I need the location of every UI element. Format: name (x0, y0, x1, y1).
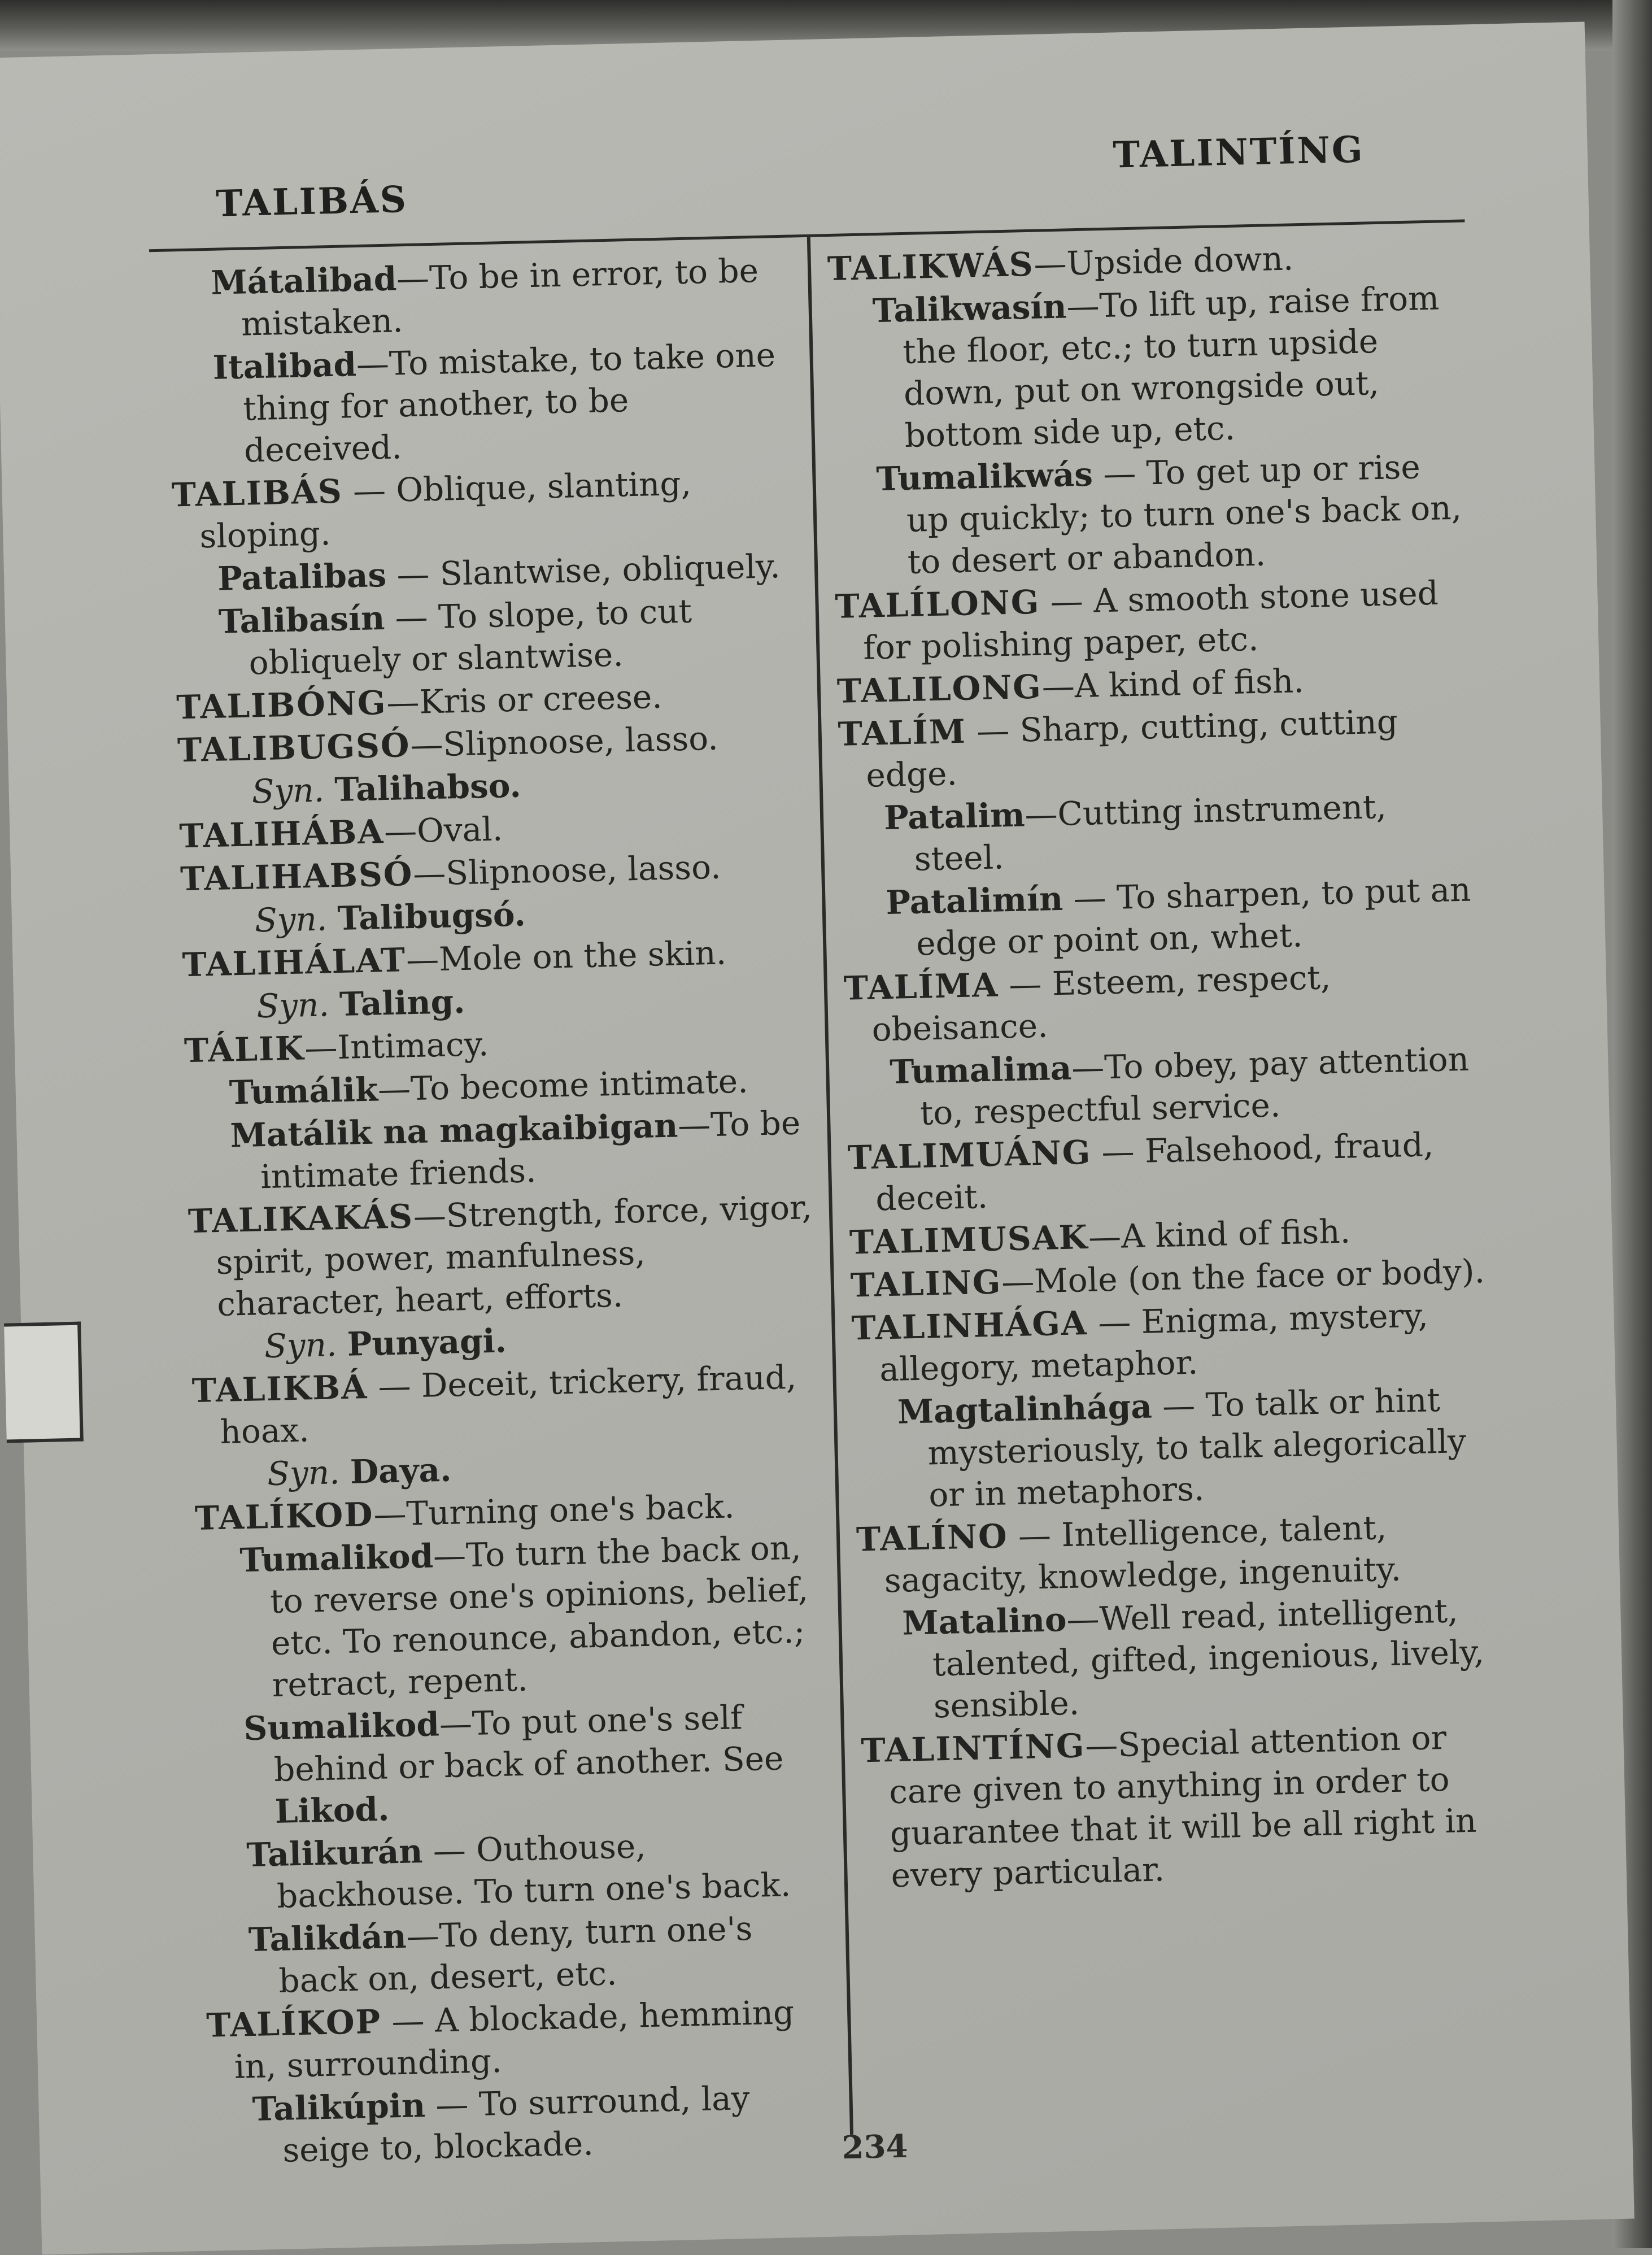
definition: — Enigma, mystery, allegory, metaphor. (879, 1296, 1429, 1389)
headword: TALIBÁS (171, 472, 343, 515)
dictionary-entry (191, 1356, 820, 1453)
definition: — Falsehood, fraud, deceit. (875, 1125, 1435, 1218)
definition: —To deny, turn one's back on, desert, etc. (278, 1909, 753, 2000)
dictionary-entry (167, 249, 795, 346)
synonym-label: Syn. (267, 1453, 341, 1494)
page-tab-marker (4, 1322, 84, 1443)
headword: TALIKAKÁS (188, 1197, 414, 1241)
dictionary-entry (856, 1504, 1496, 1603)
definition: —Mole on the skin. (406, 933, 727, 980)
subentry-word: Talikwasín (872, 287, 1067, 330)
definition: —Strength, force, vigor, spirit, power, manfulness, character, heart, efforts. (215, 1188, 813, 1324)
definition: —To be in error, to be mistaken. (241, 251, 759, 343)
headword: TALIKBÁ (191, 1368, 368, 1411)
subentry-word: Talikdán (248, 1917, 407, 1960)
definition: — To talk or hint mysteriously, to talk alegorically or in metaphors. (927, 1380, 1467, 1514)
definition: —Oval. (383, 809, 503, 851)
headword: TALINTÍNG (860, 1726, 1086, 1770)
dictionary-entry (195, 1526, 826, 1708)
definition: —Slipnoose, lasso. (412, 847, 722, 893)
dictionary-entry (202, 1821, 831, 1919)
headword: TÁLIK (184, 1029, 306, 1070)
dictionary-entry (838, 699, 1477, 797)
dictionary-entry (839, 783, 1479, 882)
subentry-word: Mátalibad (210, 259, 397, 302)
dictionary-entry (188, 1186, 817, 1326)
definition: —Cutting instrument, steel. (914, 787, 1387, 878)
subentry-word: Talikúpin (251, 2086, 426, 2128)
dictionary-entry (835, 571, 1475, 669)
headword: TALÍKOD (194, 1495, 374, 1538)
synonym-label: Syn. (251, 770, 325, 811)
subentry-word: Sumalikod (243, 1705, 440, 1748)
definition: —To mistake, to take one thing for another, to be deceived. (242, 336, 776, 470)
dictionary-entry (828, 276, 1470, 458)
definition: —To be intimate friends. (260, 1103, 801, 1196)
cross-reference: Likod. (274, 1790, 390, 1831)
dictionary-entry (206, 1991, 835, 2088)
subentry-word: Magtalinhága (897, 1387, 1153, 1431)
definition: —Well read, intelligent, talented, gifted, ingenious, lively, sensible. (932, 1591, 1485, 1726)
definition: —Special attention or care given to anything in order to guarantee that it will be all right in every particular. (888, 1718, 1477, 1895)
synonym-word: Talihabso. (334, 766, 522, 809)
headword: TALINHÁGA (851, 1304, 1088, 1348)
synonym-label: Syn. (264, 1325, 338, 1366)
dictionary-entry (861, 1716, 1502, 1897)
definition: — Outhouse, backhouse. To turn one's back. (276, 1827, 791, 1916)
dictionary-entry (853, 1378, 1494, 1518)
dictionary-entry (168, 333, 798, 473)
right-column (827, 233, 1502, 1898)
dictionary-entry (208, 2075, 836, 2173)
dictionary-entry (851, 1293, 1491, 1391)
subentry-word: Patalibas (217, 555, 387, 598)
definition: — A blockade, hemming in, surrounding. (234, 1993, 795, 2086)
definition: —Turning one's back. (373, 1487, 735, 1534)
headword: TALÍKOP (206, 2002, 382, 2045)
definition: —To put one's self behind or back of another. See (273, 1698, 784, 1789)
synonym-word: Daya. (350, 1450, 452, 1491)
headword: TALILONG (836, 667, 1043, 711)
definition: —To obey, pay attention to, respectful service. (919, 1039, 1470, 1133)
synonym-word: Punyagi. (347, 1321, 507, 1364)
subentry-word: Tumálik (229, 1070, 378, 1112)
definition: — Oblique, slanting, sloping. (199, 464, 692, 556)
dictionary-page (0, 22, 1634, 2255)
subentry-word: Tumalima (889, 1048, 1073, 1091)
synonym-label: Syn. (256, 985, 330, 1026)
definition: — To sharpen, to put an edge or point on, whet. (916, 870, 1472, 963)
dictionary-entry (174, 587, 803, 685)
dictionary-entry (204, 1906, 832, 2004)
headword: TALIMUÁNG (847, 1133, 1092, 1177)
dictionary-entry (186, 1102, 814, 1199)
subentry-word: Patalim (883, 795, 1026, 838)
subentry-word: Patalimín (885, 879, 1063, 922)
dictionary-entry (832, 445, 1473, 585)
definition: —To turn the back on, to reverse one's opinions, belief, etc. To renounce, abandon, etc.; retract, repent. (269, 1528, 809, 1704)
headword: TALIBUGSÓ (177, 726, 411, 770)
definition: — A smooth stone used for polishing paper, etc. (862, 573, 1439, 667)
headword: TALIHABSÓ (180, 854, 414, 899)
dictionary-entry (858, 1589, 1499, 1729)
definition: — Sharp, cutting, cutting edge. (865, 702, 1398, 795)
dictionary-entry (199, 1695, 829, 1834)
dictionary-entry (171, 460, 800, 558)
running-head-left: TALIBÁS (215, 178, 408, 225)
definition: —Kris or creese. (386, 677, 663, 722)
definition: —A kind of fish. (1041, 661, 1305, 706)
headword: TALÍNO (856, 1517, 1009, 1559)
headword: TALÍMA (843, 965, 999, 1008)
headword: TALIMUSAK (849, 1218, 1089, 1262)
headword: TALIHÁLAT (181, 941, 407, 985)
dictionary-entry (847, 1122, 1487, 1221)
subentry-word: Tumalikwás (875, 455, 1093, 499)
page-number: 234 (841, 2127, 909, 2167)
running-head-right: TALINTÍNG (1112, 128, 1365, 177)
dictionary-entry (842, 868, 1481, 967)
definition: —Mole (on the face or body). (1001, 1252, 1485, 1301)
definition: — To get up or rise up quickly; to turn one's back on, to desert or abandon. (906, 447, 1462, 581)
subentry-word: Talikurán (246, 1832, 424, 1875)
subentry-word: Italibad (212, 345, 357, 387)
headword: TALING (850, 1263, 1002, 1305)
definition: — Slantwise, obliquely. (386, 547, 781, 594)
definition: —To lift up, raise from the floor, etc.; to turn upside down, put on wrongside out, bottom side up, etc. (902, 278, 1440, 455)
synonym-word: Taling. (339, 982, 466, 1024)
definition: — Intelligence, talent, sagacity, knowledge, ingenuity. (884, 1508, 1402, 1600)
subentry-word: Tumalikod (239, 1536, 434, 1580)
dictionary-entry (843, 953, 1483, 1051)
definition: — To surround, lay seige to, blockade. (282, 2079, 751, 2170)
subentry-word: Matalino (901, 1600, 1067, 1643)
definition: —Slipnoose, lasso. (409, 719, 719, 764)
headword: TALIHÁBA (178, 812, 385, 856)
definition: — To slope, to cut obliquely or slantwise. (248, 591, 692, 682)
dictionary-entry (845, 1038, 1485, 1136)
headword: TALIKWÁS (827, 245, 1035, 289)
definition: —A kind of fish. (1088, 1212, 1351, 1256)
synonym-word: Talibugsó. (337, 895, 526, 938)
definition: — Esteem, respect, obeisance. (871, 958, 1331, 1049)
subentry-word: Matálik na magkaibigan (229, 1106, 678, 1155)
headword: TALIBÓNG (176, 683, 387, 727)
headword: TALÍLONG (834, 582, 1041, 626)
definition: —Intimacy. (304, 1025, 489, 1068)
subentry-word: Talibasín (218, 598, 385, 641)
definition: —To become intimate. (377, 1061, 749, 1109)
definition: — Deceit, trickery, fraud, hoax. (219, 1357, 797, 1451)
left-column (167, 249, 836, 2174)
synonym-label: Syn. (254, 899, 328, 940)
definition: —Upside down. (1033, 239, 1294, 284)
headword: TALÍM (838, 712, 967, 754)
